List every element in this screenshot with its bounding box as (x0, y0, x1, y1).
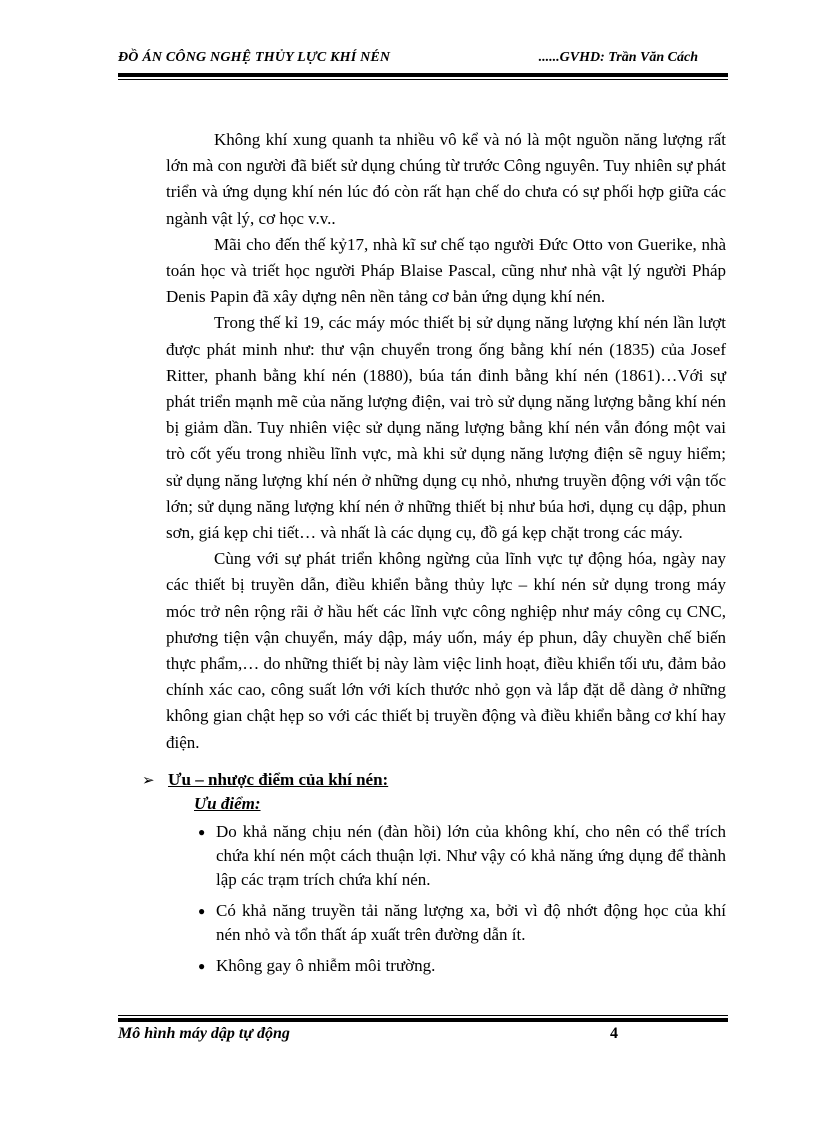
list-item-text: Có khả năng truyền tải năng lượng xa, bởi vì độ nhớt động học của khí nén nhỏ và tổn thất áp xuất trên đường dẫn ít. (216, 901, 726, 944)
header-rule-thick (118, 73, 728, 77)
list-item (138, 899, 726, 947)
header-course-title: ĐỒ ÁN CÔNG NGHỆ THỦY LỰC KHÍ NÉN (118, 50, 391, 65)
page-number: 4 (610, 1025, 618, 1042)
body-text (166, 127, 726, 756)
paragraph-1: Không khí xung quanh ta nhiều vô kể và nó là một nguồn năng lượng rất lớn mà con người đã biết sử dụng chúng từ trước Công nguyên. Tuy nhiên sự phát triển và ứng dụng khí nén lúc đó còn rất hạn chế do chưa có sự phối hợp giữa các ngành vật lý, cơ học v.v.. (166, 130, 726, 228)
page-header (118, 50, 728, 72)
list-item (138, 954, 726, 978)
paragraph-4: Cùng với sự phát triển không ngừng của lĩnh vực tự động hóa, ngày nay các thiết bị truyền dẫn, điều khiển bằng thủy lực – khí nén sử dụng trong máy móc trở nên rộng rãi ở hầu hết các lĩnh vực công nghiệp như máy công cụ CNC, phương tiện vận chuyển, máy dập, máy uốn, máy ép phun, dây chuyền chế biến thực phẩm,… do những thiết bị này làm việc linh hoạt, điều khiển tối ưu, đảm bảo chính xác cao, công suất lớn với kích thước nhỏ gọn và lắp đặt dễ dàng ở những không gian chật hẹp so với các thiết bị truyền động và điều khiển bằng cơ khí hay điện. (166, 549, 726, 752)
footer-project-title: Mô hình máy dập tự động (118, 1025, 290, 1042)
advantages-list (138, 820, 738, 978)
advantages-section (138, 770, 738, 985)
footer-rule-thin (118, 1015, 728, 1016)
arrow-bullet-icon: ➢ (142, 773, 155, 789)
list-item-text: Do khả năng chịu nén (đàn hồi) lớn của không khí, cho nên có thể trích chứa khí nén một cách thuận lợi. Như vậy có khả năng ứng dụng để thành lập các trạm trích chứa khí nén. (216, 822, 726, 889)
header-advisor: ......GVHD: Trần Văn Cách (538, 50, 698, 65)
bullet-dot-icon: ● (198, 825, 206, 839)
paragraph-3: Trong thế kỉ 19, các máy móc thiết bị sử dụng năng lượng khí nén lần lượt được phát minh như: thư vận chuyển trong ống bằng khí nén (1835) của Josef Ritter, phanh bằng khí nén (1880), búa tán đinh bằng khí nén (1861)…Với sự phát triển mạnh mẽ của năng lượng điện, vai trò sử dụng năng lượng bằng khí nén bị giảm dần. Tuy nhiên việc sử dụng năng lượng bằng khí nén vẫn đóng một vai trò cốt yếu trong nhiều lĩnh vực, mà khi sử dụng năng lượng điện sẽ nguy hiểm; sử dụng năng lượng khí nén ở những dụng cụ nhỏ, nhưng truyền động với vận tốc lớn; sử dụng năng lượng khí nén ở những thiết bị như búa hơi, dụng cụ dập, phun sơn, giá kẹp chi tiết… và nhất là các dụng cụ, đồ gá kẹp chặt trong các máy. (166, 313, 726, 543)
bullet-dot-icon: ● (198, 959, 206, 973)
bullet-dot-icon: ● (198, 904, 206, 918)
list-item (138, 820, 726, 892)
paragraph-2: Mãi cho đến thế kỷ17, nhà kĩ sư chế tạo người Đức Otto von Guerike, nhà toán học và triết học người Pháp Blaise Pascal, cũng như nhà vật lý người Pháp Denis Papin đã xây dựng nên nền tảng cơ bản ứng dụng khí nén. (166, 234, 726, 307)
footer-rule-thick (118, 1018, 728, 1022)
list-item-text: Không gay ô nhiễm môi trường. (216, 956, 436, 975)
advantages-subheading: Ưu điểm: (194, 794, 261, 813)
header-rule-thin (118, 79, 728, 80)
section-heading (138, 770, 738, 792)
section-title: Ưu – nhược điểm của khí nén: (168, 770, 389, 789)
